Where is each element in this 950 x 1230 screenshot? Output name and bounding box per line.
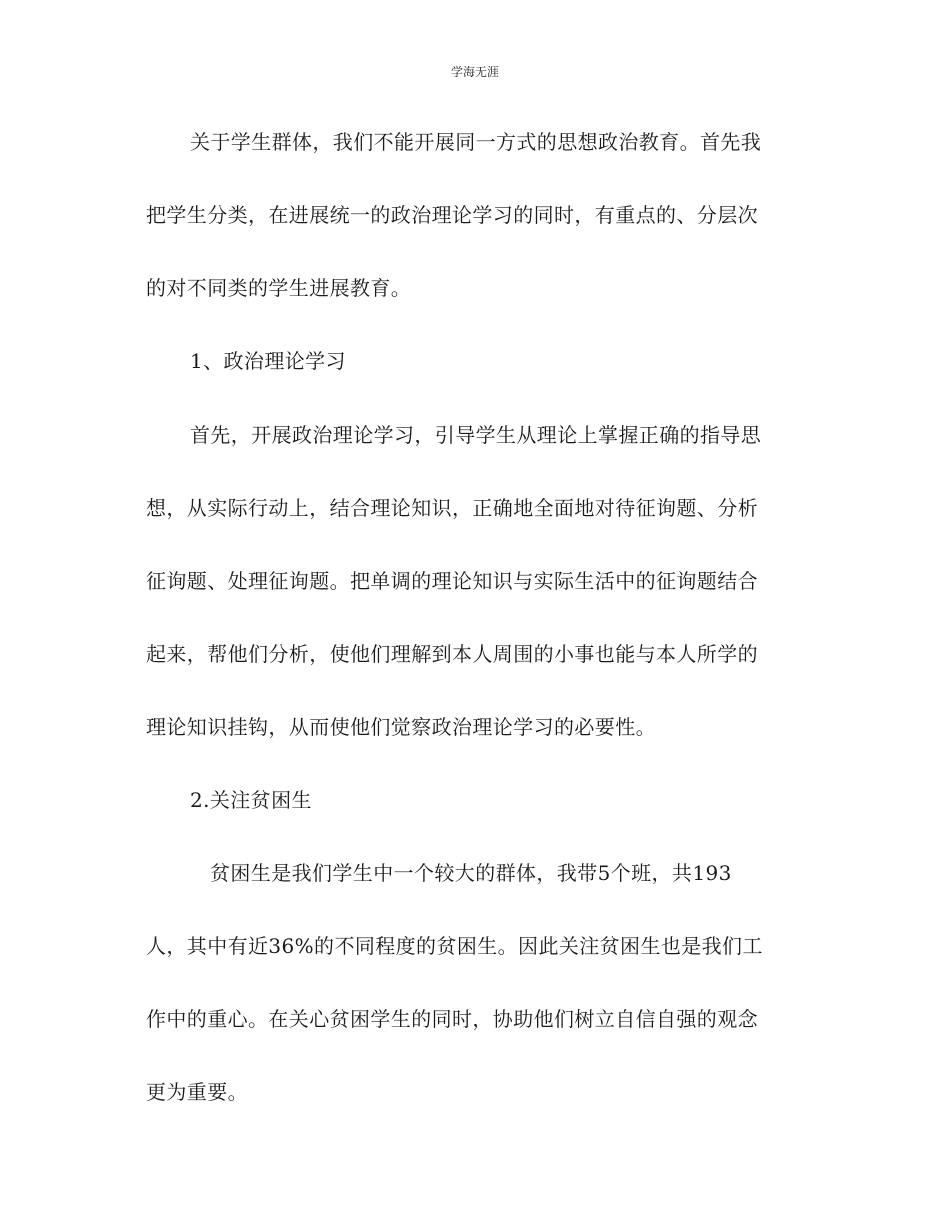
paragraph-line: 理论知识挂钩，从而使他们觉察政治理论学习的必要性。 <box>146 715 656 739</box>
paragraph-line: 贫困生是我们学生中一个较大的群体，我带5个班，共193 <box>210 861 732 885</box>
paragraph-line: 征询题、处理征询题。把单调的理论知识与实际生活中的征询题结合 <box>146 569 758 593</box>
paragraph-line: 的对不同类的学生进展教育。 <box>146 276 412 300</box>
section-heading: 2.关注贫困生 <box>190 788 312 812</box>
paragraph-line: 人，其中有近36%的不同程度的贫困生。因此关注贫困生也是我们工 <box>146 934 763 958</box>
paragraph-line: 把学生分类，在进展统一的政治理论学习的同时，有重点的、分层次 <box>146 203 758 227</box>
paragraph-line: 关于学生群体，我们不能开展同一方式的思想政治教育。首先我 <box>190 130 762 154</box>
page-header: 学海无涯 <box>450 65 499 79</box>
paragraph-line: 想，从实际行动上，结合理论知识，正确地全面地对待征询题、分析 <box>146 496 758 520</box>
section-heading: 1、政治理论学习 <box>190 349 346 373</box>
paragraph-line: 作中的重心。在关心贫困学生的同时，协助他们树立自信自强的观念 <box>146 1007 758 1031</box>
paragraph-line: 首先，开展政治理论学习，引导学生从理论上掌握正确的指导思 <box>190 423 762 447</box>
paragraph-line: 起来，帮他们分析，使他们理解到本人周围的小事也能与本人所学的 <box>146 642 758 666</box>
paragraph-line: 更为重要。 <box>146 1080 248 1104</box>
